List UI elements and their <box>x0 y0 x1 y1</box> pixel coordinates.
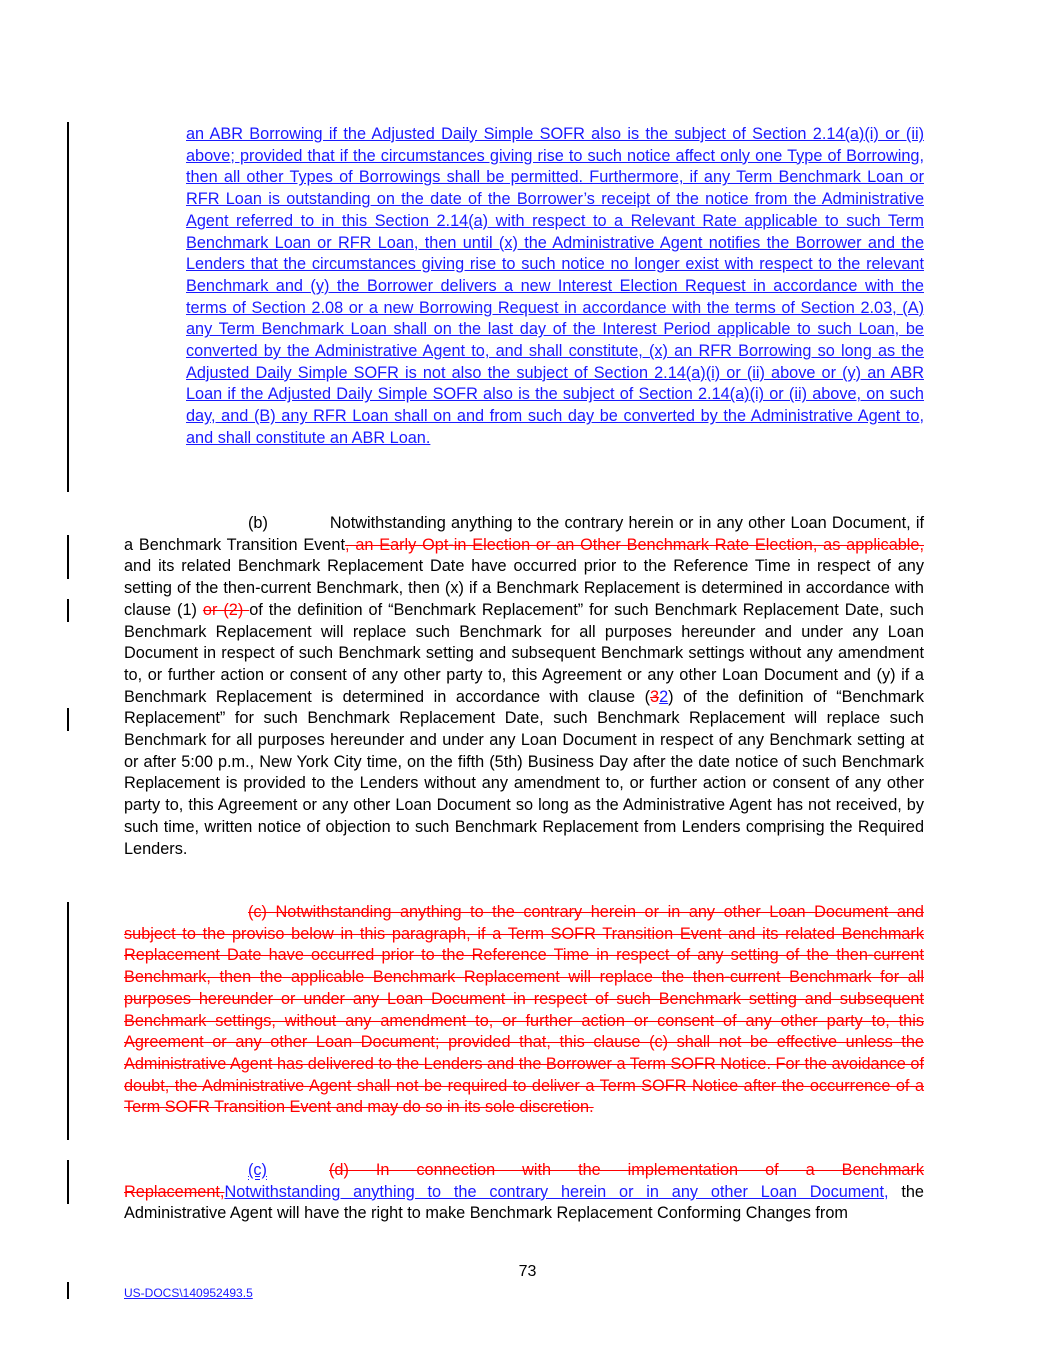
change-bar <box>67 708 69 731</box>
deleted-paragraph-c <box>124 902 924 1119</box>
change-bar <box>67 535 69 579</box>
text-segment: Notwithstanding anything to the contrary herein or in any other Loan Document, if a Benchmark Transition Event <box>124 514 924 554</box>
inserted-clause-label: (c) <box>248 1161 267 1179</box>
deleted-text: , an Early Opt-in Election or an Other Benchmark Rate Election, as applicable, <box>345 535 924 554</box>
deleted-text: 3 <box>650 687 660 706</box>
text-segment: of the definition of “Benchmark Replacement” for such Benchmark Replacement Date, such Benchmark Replacement will replace such Benchmark for all purposes hereunder and under any Loan Document in respect of such Benchmark setting and subsequent Benchmark settings without any amendment to, or further action or consent of any other party to, this Agreement or any other Loan Document and (y) if a Benchmark Replacement is determined in accordance with clause ( <box>124 600 924 706</box>
inserted-text: 2 <box>659 687 669 706</box>
change-bar <box>67 902 69 1140</box>
deleted-text: or (2) <box>202 600 250 619</box>
change-bar <box>67 122 69 492</box>
change-bar <box>67 599 69 622</box>
text-segment: ) of the definition of “Benchmark Replacement” for such Benchmark Replacement Date, such Benchmark Replacement will replace such Benchmark for all purposes hereunder and under any Loan Document in respect of any Benchmark setting at or after 5:00 p.m., New York City time, on the fifth (5th) Business Day after the date notice of such Benchmark Replacement is provided to the Lenders without any amendment to, or further action or consent of any other party to, this Agreement or any other Loan Document so long as the Administrative Agent has not received, by such time, written notice of objection to such Benchmark Replacement from Lenders comprising the Required Lenders. <box>124 687 924 858</box>
clause-label-b: (b) <box>248 514 268 532</box>
deleted-text: (c) Notwithstanding anything to the contrary herein or in any other Loan Document and subject to the proviso below in this paragraph, if a Term SOFR Transition Event and its related Benchmark Replacement Date have occurred prior to the Reference Time in respect of any setting of the then-current Benchmark, then the applicable Benchmark Replacement will replace the then-current Benchmark for all purposes hereunder or under any Loan Document in respect of such Benchmark setting and subsequent Benchmark settings, without any amendment to, or further action or consent of any other party to, this Agreement or any other Loan Document; provided that, this clause (c) shall not be effective unless the Administrative Agent has delivered to the Lenders and the Borrower a Term SOFR Notice. For the avoidance of doubt, the Administrative Agent shall not be required to deliver a Term SOFR Notice after the occurrence of a Term SOFR Transition Event and may do so in its sole discretion. <box>124 903 924 1117</box>
paragraph-b <box>124 513 924 860</box>
deleted-text: (d) In connection with the implementation of a Benchmark Replacement, <box>124 1161 924 1201</box>
text-segment: and its related Benchmark Replacement Date have occurred prior to the Reference Time in respect of any setting of the then-current Benchmark, then (x) if a Benchmark Replacement is determined in accordance with clause (1) <box>124 557 924 619</box>
inserted-text: Notwithstanding anything to the contrary herein or in any other Loan Document, <box>224 1182 889 1201</box>
text-segment: the Administrative Agent will have the right to make Benchmark Replacement Conforming Changes from <box>124 1182 924 1223</box>
change-bar <box>67 1282 69 1299</box>
document-id: US-DOCS\140952493.5 <box>124 1286 253 1300</box>
page-number: 73 <box>518 1263 537 1280</box>
paragraph-c <box>124 1160 924 1225</box>
inserted-paragraph: an ABR Borrowing if the Adjusted Daily Simple SOFR also is the subject of Section 2.14(a)(i) or (ii) above; provided that if the circumstances giving rise to such notice affect only one Type of Borrowing, then all other Types of Borrowings shall be permitted. Furthermore, if any Term Benchmark Loan or RFR Loan is outstanding on the date of the Borrower’s receipt of the notice from the Administrative Agent referred to in this Section 2.14(a) with respect to a Relevant Rate applicable to such Term Benchmark Loan or RFR Loan, then until (x) the Administrative Agent notifies the Borrower and the Lenders that the circumstances giving rise to such notice no longer exist with respect to the relevant Benchmark and (y) the Borrower delivers a new Interest Election Request in accordance with the terms of Section 2.08 or a new Borrowing Request in accordance with the terms of Section 2.03, (A) any Term Benchmark Loan shall on the last day of the Interest Period applicable to such Loan, be converted by the Administrative Agent to, and shall constitute, (x) an RFR Borrowing so long as the Adjusted Daily Simple SOFR is not also the subject of Section 2.14(a)(i) or (ii) above or (y) an ABR Loan if the Adjusted Daily Simple SOFR also is the subject of Section 2.14(a)(i) or (ii) above, on such day, and (B) any RFR Loan shall on and from such day be converted by the Administrative Agent to, and shall constitute an ABR Loan. <box>186 125 924 447</box>
change-bar <box>67 1160 69 1204</box>
